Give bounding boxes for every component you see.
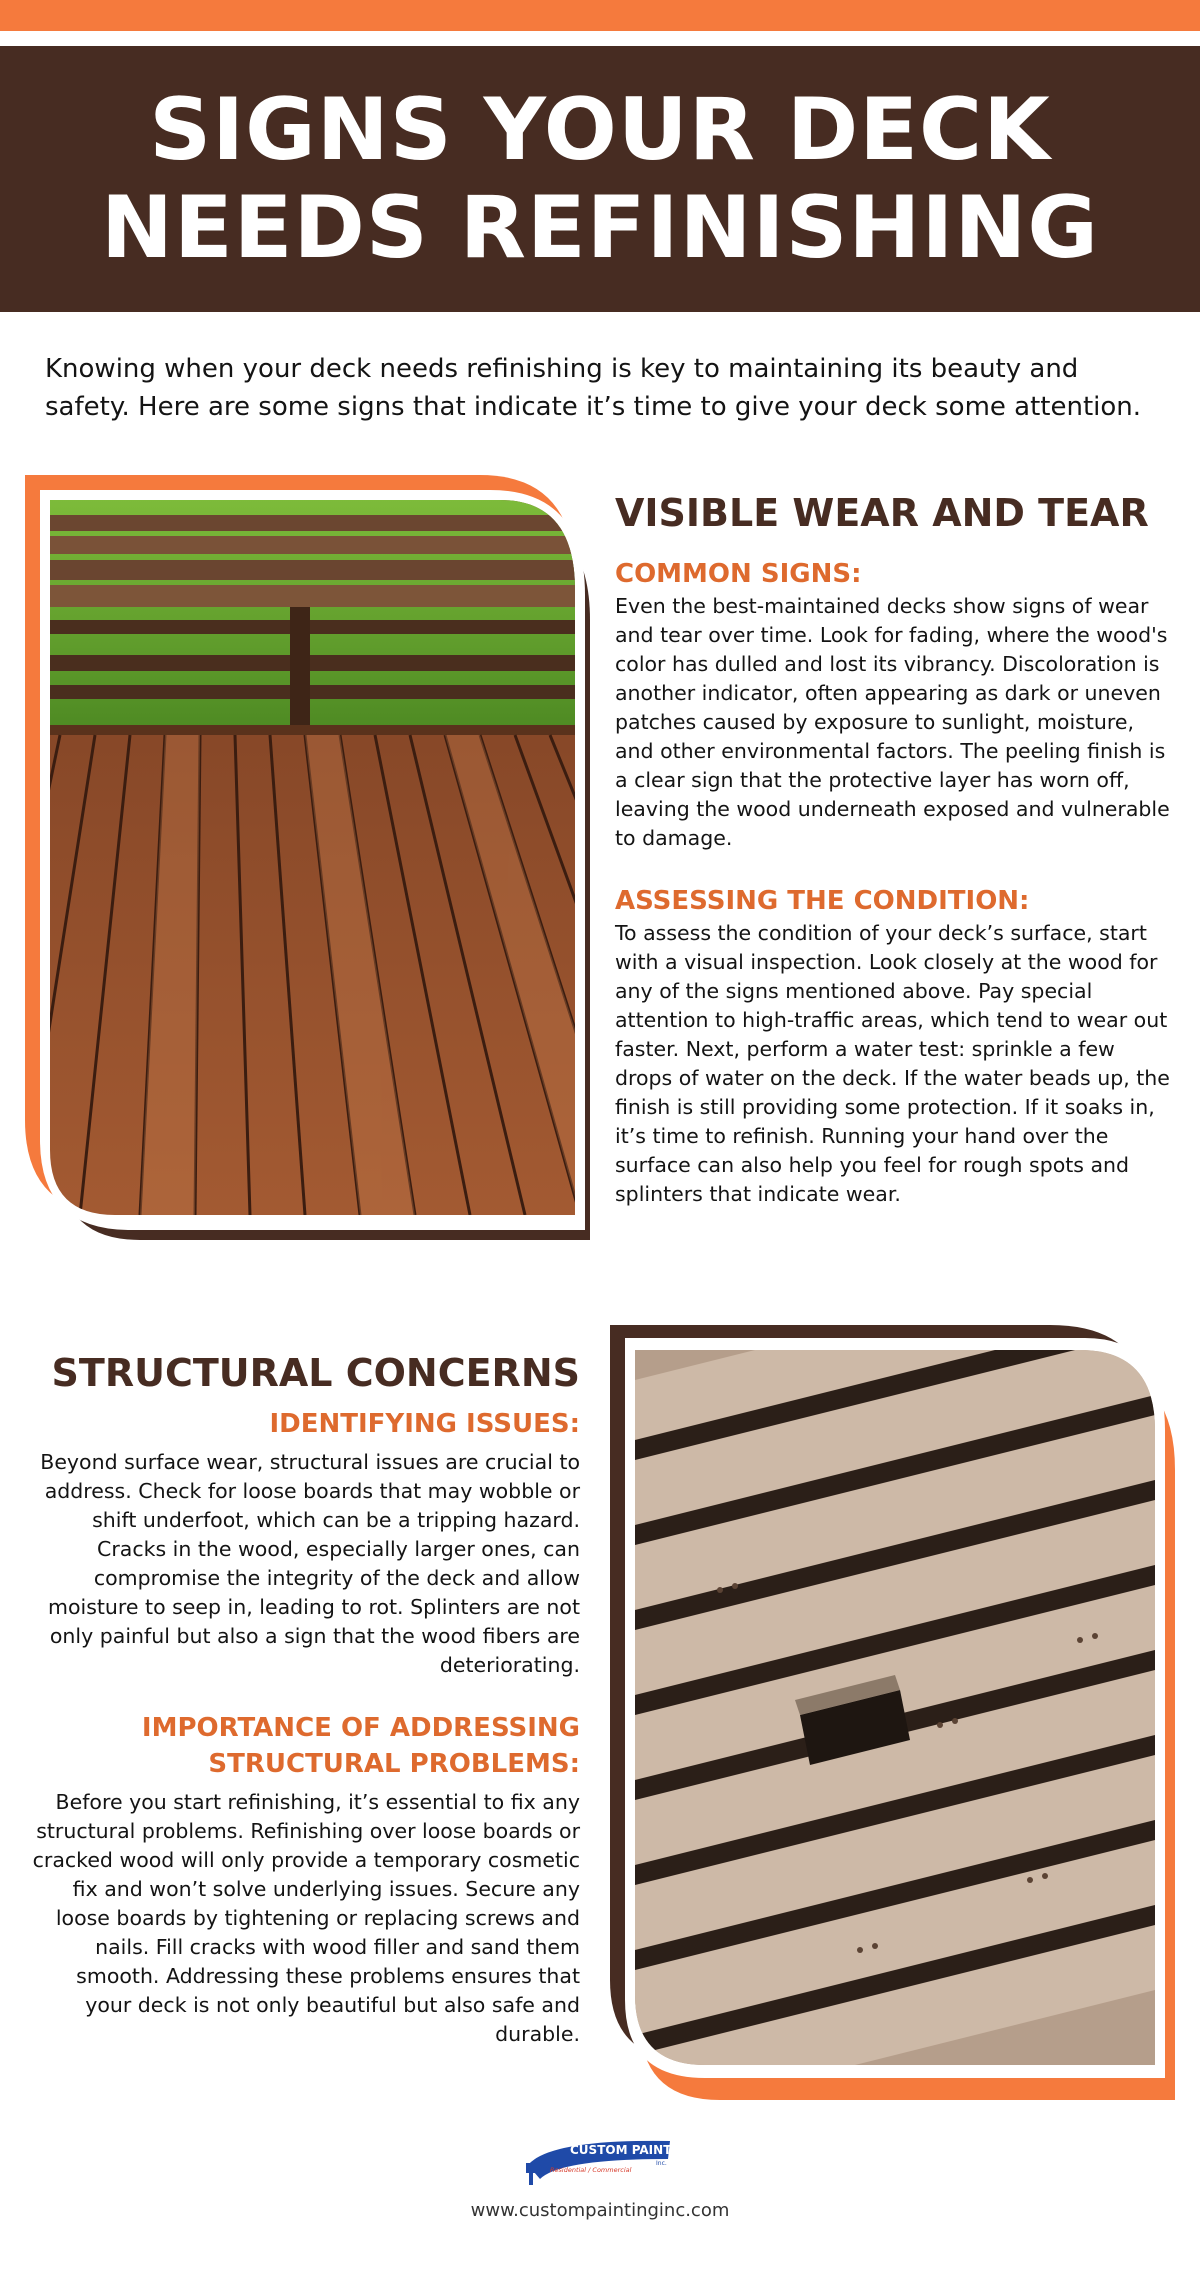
section-wear-and-tear (615, 490, 1170, 1209)
paragraph-assessing: To assess the condition of your deck’s surface, start with a visual inspection. Look closely at the wood for any of the signs mentioned above. Pay special attention to high-traffic areas, which tend to wear out faster. Next, perform a water test: sprinkle a few drops of water on the deck. If the water beads up, the finish is still providing some protection. If it soaks in, it’s time to refinish. Running your hand over the surface can also help you feel for rough spots and splinters that indicate wear. (615, 921, 1170, 1206)
deck-photo-2-frame (610, 1320, 1180, 2110)
paragraph-identifying: Beyond surface wear, structural issues are crucial to address. Check for loose boards that may wobble or shift underfoot, which can be a tripping hazard. Cracks in the wood, especially larger ones, can compromise the integrity of the deck and allow moisture to seep in, leading to rot. Splinters are not only painful but also a sign that the wood fibers are deteriorating. (40, 1450, 580, 1677)
subheading-importance-line-1: IMPORTANCE OF ADDRESSING (141, 1713, 580, 1743)
subheading-assessing: ASSESSING THE CONDITION: (615, 886, 1030, 916)
subheading-identifying: IDENTIFYING ISSUES: (269, 1409, 580, 1439)
logo-suffix: Inc. (656, 2160, 667, 2167)
logo-tagline: Residential / Commercial (550, 2166, 632, 2174)
intro-paragraph: Knowing when your deck needs refinishing is key to maintaining its beauty and safety. Here are some signs that indicate it’s time to give your deck some attention. (45, 354, 1142, 422)
footer-website: www.custompaintinginc.com (470, 2200, 730, 2221)
subheading-importance-line-2: STRUCTURAL PROBLEMS: (208, 1749, 580, 1779)
brush-icon (526, 2163, 536, 2173)
title-banner (0, 46, 1200, 312)
logo-name: CUSTOM PAINTING (570, 2143, 696, 2157)
page-title (101, 81, 1099, 277)
top-accent-stripe (0, 0, 1200, 31)
subheading-importance (25, 1710, 580, 1782)
paragraph-importance: Before you start refinishing, it’s essential to fix any structural problems. Refinishing over loose boards or cracked wood will only provide a temporary cosmetic fix and won’t solve underlying issues. Secure any loose boards by tightening or replacing screws and nails. Fill cracks with wood filler and sand them smooth. Addressing these problems ensures that your deck is not only beautiful but also safe and durable. (32, 1790, 580, 2046)
section-title-structural: STRUCTURAL CONCERNS (51, 1351, 580, 1395)
title-line-1: SIGNS YOUR DECK (149, 80, 1051, 180)
subheading-common-signs: COMMON SIGNS: (615, 559, 862, 589)
title-line-2: NEEDS REFINISHING (101, 178, 1099, 278)
deck-photo-1-frame (20, 470, 595, 1250)
section-title-wear: VISIBLE WEAR AND TEAR (615, 491, 1149, 535)
section-structural (25, 1350, 580, 2049)
paragraph-common-signs: Even the best-maintained decks show signs of wear and tear over time. Look for fading, where the wood's color has dulled and lost its vibrancy. Discoloration is another indicator, often appearing as dark or uneven patches caused by exposure to sunlight, moisture, and other environmental factors. The peeling finish is a clear sign that the protective layer has worn off, leaving the wood underneath exposed and vulnerable to damage. (615, 594, 1170, 850)
company-logo (520, 2135, 696, 2187)
deck-photo-2 (635, 1250, 1155, 2120)
